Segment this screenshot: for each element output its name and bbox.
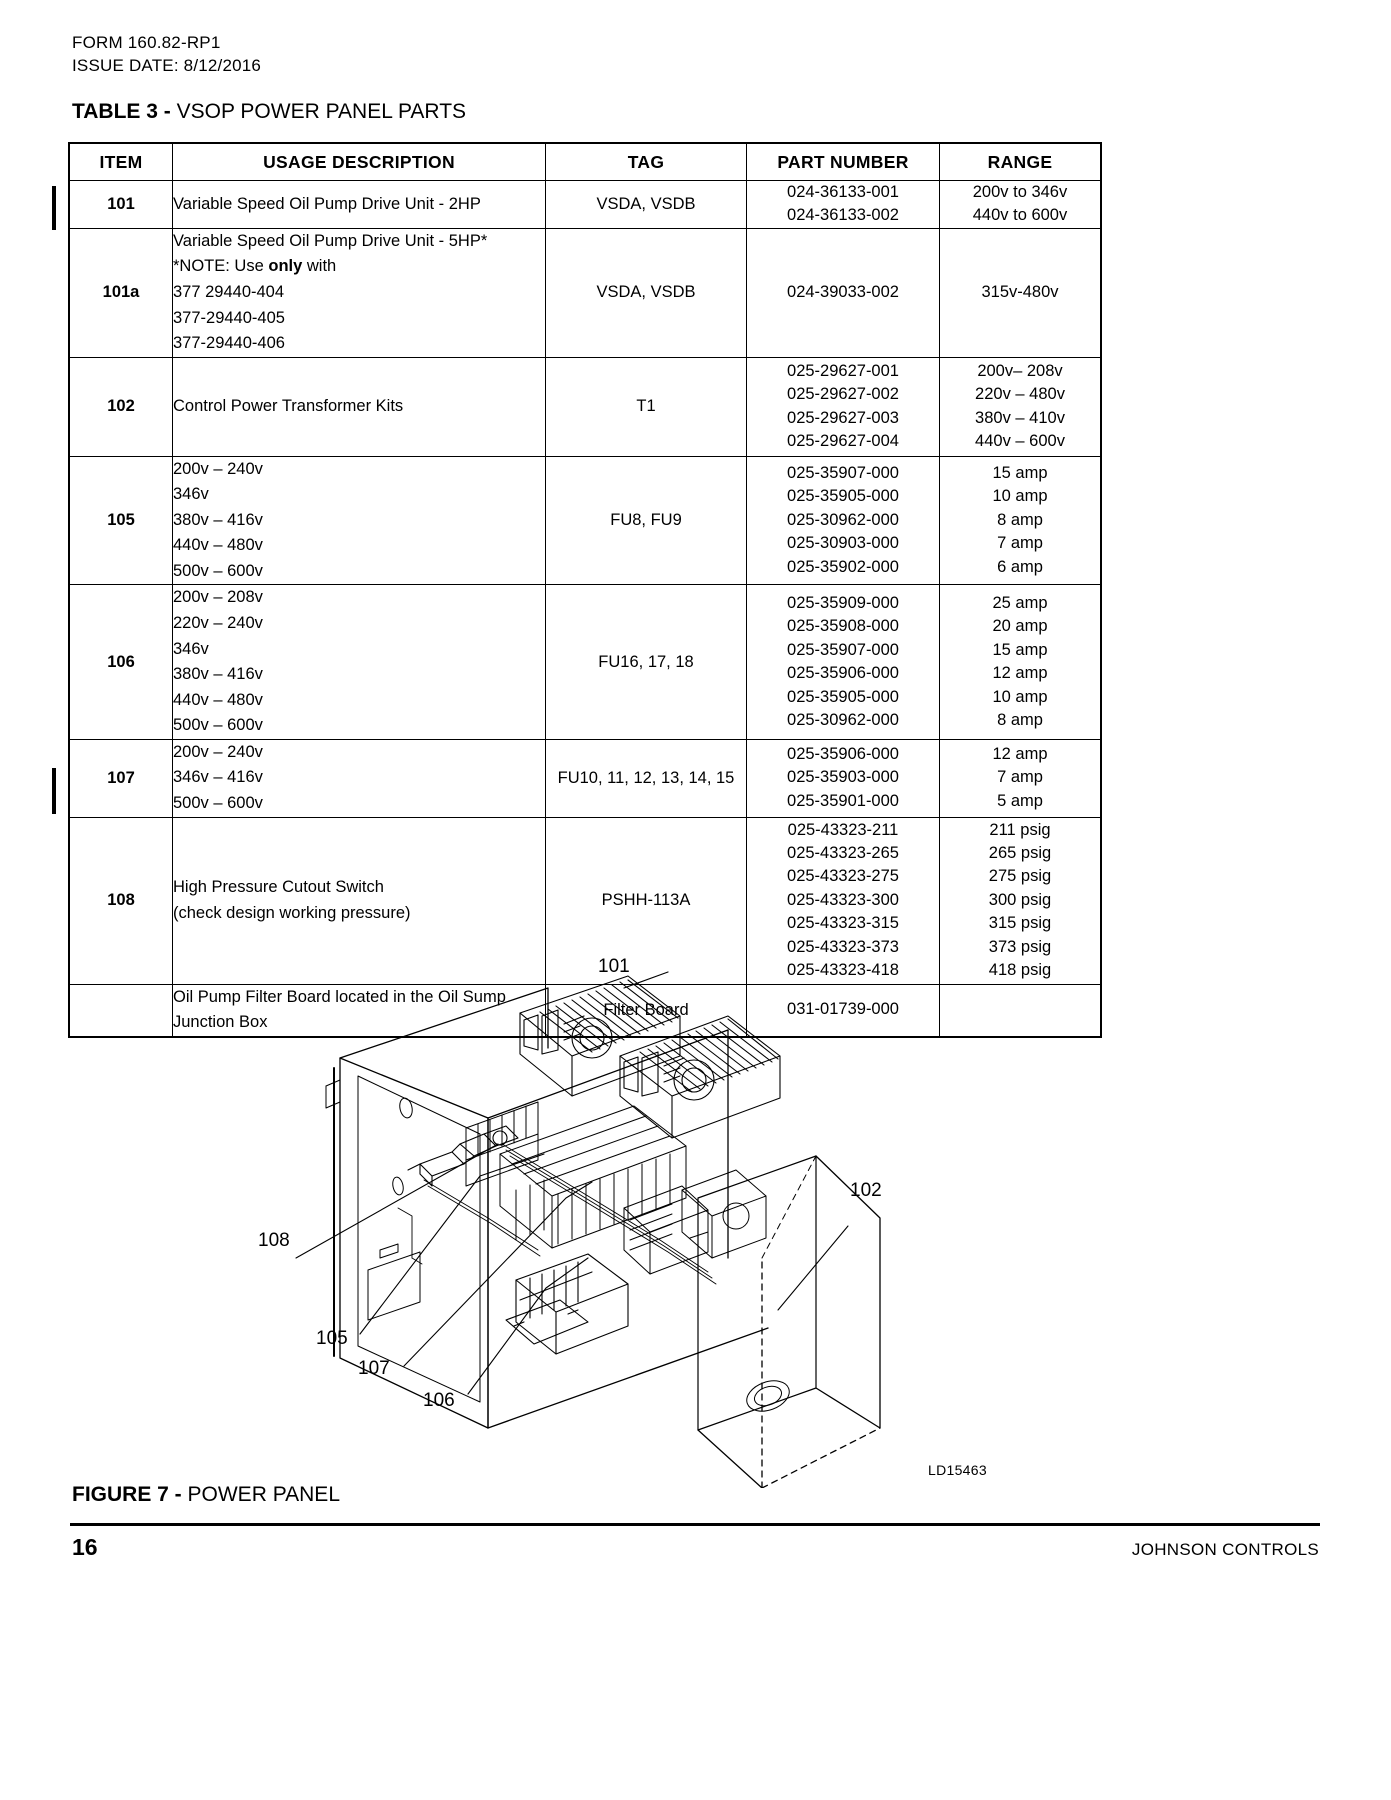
figure-caption: [72, 1483, 340, 1507]
change-bar-lower: [52, 768, 56, 814]
part-number: 025-35907-000: [787, 640, 899, 659]
usage-line: Junction Box: [173, 1013, 268, 1032]
usage-line: 200v – 240v: [173, 742, 263, 761]
row-item: 107: [69, 739, 173, 817]
power-panel-drawing: [68, 958, 1078, 1488]
row-item: 108: [69, 817, 173, 984]
usage-note-post: with: [302, 257, 337, 276]
part-number: 025-30962-000: [787, 510, 899, 529]
range-value: 15 amp: [992, 640, 1048, 659]
row-part-numbers: [747, 456, 940, 585]
usage-line: Variable Speed Oil Pump Drive Unit - 5HP*: [173, 231, 488, 250]
usage-line: 500v – 600v: [173, 716, 263, 735]
table-row: [69, 585, 1101, 739]
part-number: 025-30962-000: [787, 711, 899, 729]
range-value: 418 psig: [988, 961, 1052, 980]
figure-caption-text: POWER PANEL: [181, 1483, 340, 1506]
range-value: 275 psig: [988, 867, 1052, 886]
usage-line: 200v – 208v: [173, 588, 263, 607]
row-ranges: [940, 228, 1102, 357]
column-header-item: ITEM: [69, 143, 173, 181]
usage-line: 220v – 240v: [173, 614, 263, 633]
row-ranges: [940, 739, 1102, 817]
part-number: 024-39033-002: [787, 283, 899, 302]
part-number: 025-35902-000: [787, 557, 899, 576]
part-number: 025-35909-000: [787, 593, 899, 612]
document-header: [72, 32, 261, 78]
usage-line: 500v – 600v: [173, 561, 263, 580]
range-value: 440v to 600v: [972, 206, 1068, 225]
row-tag: FU10, 11, 12, 13, 14, 15: [546, 739, 747, 817]
part-number: 025-35906-000: [787, 664, 899, 683]
part-number: 024-36133-002: [787, 206, 899, 225]
row-usage: [173, 739, 546, 817]
part-number: 024-36133-001: [787, 183, 899, 201]
part-number: 025-43323-265: [787, 843, 899, 862]
part-number: 025-29627-001: [787, 361, 899, 380]
usage-line: 440v – 480v: [173, 536, 263, 555]
part-number: 025-35908-000: [787, 617, 899, 636]
table-row: [69, 181, 1101, 229]
table-row: [69, 357, 1101, 456]
usage-line: 377 29440-404: [173, 282, 285, 301]
range-value: 380v – 410v: [975, 408, 1065, 427]
row-part-numbers: [747, 739, 940, 817]
vsop-power-panel-parts-table: [68, 142, 1102, 1038]
row-ranges: [940, 181, 1102, 229]
table-header-row: [69, 143, 1101, 181]
row-usage: [173, 181, 546, 229]
row-tag: PSHH-113A: [546, 817, 747, 984]
row-usage: [173, 456, 546, 585]
table-row: [69, 456, 1101, 585]
issue-date: ISSUE DATE: 8/12/2016: [72, 55, 262, 75]
row-part-numbers: [747, 228, 940, 357]
range-value: 8 amp: [997, 510, 1043, 529]
usage-line: 377-29440-405: [173, 308, 285, 327]
part-number: 025-29627-002: [787, 385, 899, 404]
usage-line: (check design working pressure): [173, 903, 411, 922]
usage-line: 377-29440-406: [173, 334, 285, 353]
table-title-text: VSOP POWER PANEL PARTS: [170, 100, 467, 123]
callout-106: 106: [423, 1390, 455, 1411]
range-value: 6 amp: [997, 557, 1043, 576]
row-part-numbers: [747, 181, 940, 229]
row-usage: [173, 357, 546, 456]
usage-line: 500v – 600v: [173, 793, 263, 812]
range-value: 373 psig: [988, 937, 1052, 956]
row-item: 105: [69, 456, 173, 585]
part-number: 025-43323-315: [787, 914, 899, 933]
range-value: 25 amp: [992, 593, 1048, 612]
table-title: [72, 100, 466, 124]
part-number: 025-43323-418: [787, 961, 899, 980]
part-number: 025-35905-000: [787, 487, 899, 506]
row-tag: FU8, FU9: [546, 456, 747, 585]
row-ranges: [940, 585, 1102, 739]
range-value: 7 amp: [997, 768, 1043, 787]
row-usage: [173, 585, 546, 739]
parts-table-container: [68, 142, 1076, 1038]
range-value: 12 amp: [992, 664, 1048, 683]
range-value: 200v to 346v: [972, 183, 1068, 201]
range-value: 8 amp: [997, 711, 1043, 729]
part-number: 025-35906-000: [787, 745, 899, 764]
range-value: 15 amp: [992, 464, 1048, 482]
range-value: 20 amp: [992, 617, 1048, 636]
column-header-tag: TAG: [546, 143, 747, 181]
range-value: 12 amp: [992, 745, 1048, 764]
row-usage: [173, 228, 546, 357]
figure-caption-label: FIGURE 7 -: [72, 1483, 182, 1506]
callout-101: 101: [598, 956, 630, 977]
usage-line: 380v – 416v: [173, 510, 263, 529]
table-row: [69, 228, 1101, 357]
range-value: 5 amp: [997, 791, 1043, 810]
part-number: 025-29627-004: [787, 432, 899, 451]
range-value: 315v-480v: [981, 283, 1059, 302]
usage-line: 440v – 480v: [173, 690, 263, 709]
drawing-code: LD15463: [928, 1462, 987, 1478]
form-number: FORM 160.82-RP1: [72, 33, 221, 52]
part-number: 025-43323-373: [787, 937, 899, 956]
usage-note: [173, 254, 545, 280]
usage-line: High Pressure Cutout Switch: [173, 877, 384, 896]
range-value: 211 psig: [989, 820, 1051, 839]
part-number: 025-35901-000: [787, 791, 899, 810]
row-item: 101a: [69, 228, 173, 357]
power-panel-figure: [68, 958, 1078, 1488]
part-number: 025-29627-003: [787, 408, 899, 427]
range-value: 7 amp: [997, 534, 1043, 553]
range-value: 315 psig: [988, 914, 1052, 933]
callout-102: 102: [850, 1180, 882, 1201]
row-tag: VSDA, VSDB: [546, 228, 747, 357]
page-number: 16: [72, 1534, 98, 1560]
part-number: 025-43323-275: [787, 867, 899, 886]
callout-107: 107: [358, 1358, 390, 1379]
usage-line: Control Power Transformer Kits: [173, 396, 404, 415]
change-bar-upper: [52, 186, 56, 230]
column-header-range: RANGE: [940, 143, 1102, 181]
range-value: 300 psig: [988, 890, 1052, 909]
part-number: 031-01739-000: [787, 1000, 899, 1019]
usage-line: 200v – 240v: [173, 459, 263, 478]
callout-108: 108: [258, 1230, 290, 1251]
row-item: 102: [69, 357, 173, 456]
range-value: 10 amp: [992, 487, 1048, 506]
callout-105: 105: [316, 1328, 348, 1349]
usage-line: 346v – 416v: [173, 768, 263, 787]
row-part-numbers: [747, 585, 940, 739]
part-number: 025-35905-000: [787, 687, 899, 706]
company-name: JOHNSON CONTROLS: [1131, 1540, 1319, 1559]
row-tag: VSDA, VSDB: [546, 181, 747, 229]
column-header-part: PART NUMBER: [747, 143, 940, 181]
usage-line: Oil Pump Filter Board located in the Oil Sump: [173, 987, 506, 1006]
usage-note-emphasis: only: [268, 257, 303, 276]
usage-line: 346v: [173, 639, 209, 658]
part-number: 025-30903-000: [787, 534, 899, 553]
part-number: 025-43323-211: [787, 820, 899, 839]
row-item: 106: [69, 585, 173, 739]
column-header-usage: USAGE DESCRIPTION: [173, 143, 546, 181]
part-number: 025-35903-000: [787, 768, 899, 787]
range-value: 220v – 480v: [975, 385, 1065, 404]
table-title-label: TABLE 3 -: [72, 100, 171, 123]
row-tag: Filter Board: [546, 984, 747, 1037]
row-tag: T1: [546, 357, 747, 456]
usage-note-pre: *NOTE: Use: [173, 257, 269, 276]
range-value: 265 psig: [988, 843, 1052, 862]
row-ranges: [940, 456, 1102, 585]
usage-line: 346v: [173, 485, 209, 504]
usage-line: Variable Speed Oil Pump Drive Unit - 2HP: [173, 194, 481, 213]
usage-line: 380v – 416v: [173, 665, 263, 684]
range-value: 200v– 208v: [977, 361, 1063, 380]
part-number: 025-35907-000: [787, 464, 899, 482]
row-tag: FU16, 17, 18: [546, 585, 747, 739]
row-item: 101: [69, 181, 173, 229]
row-ranges: [940, 357, 1102, 456]
row-part-numbers: [747, 357, 940, 456]
table-row: [69, 739, 1101, 817]
range-value: 10 amp: [992, 687, 1048, 706]
range-value: 440v – 600v: [975, 432, 1065, 451]
footer-divider: [70, 1523, 1320, 1526]
part-number: 025-43323-300: [787, 890, 899, 909]
